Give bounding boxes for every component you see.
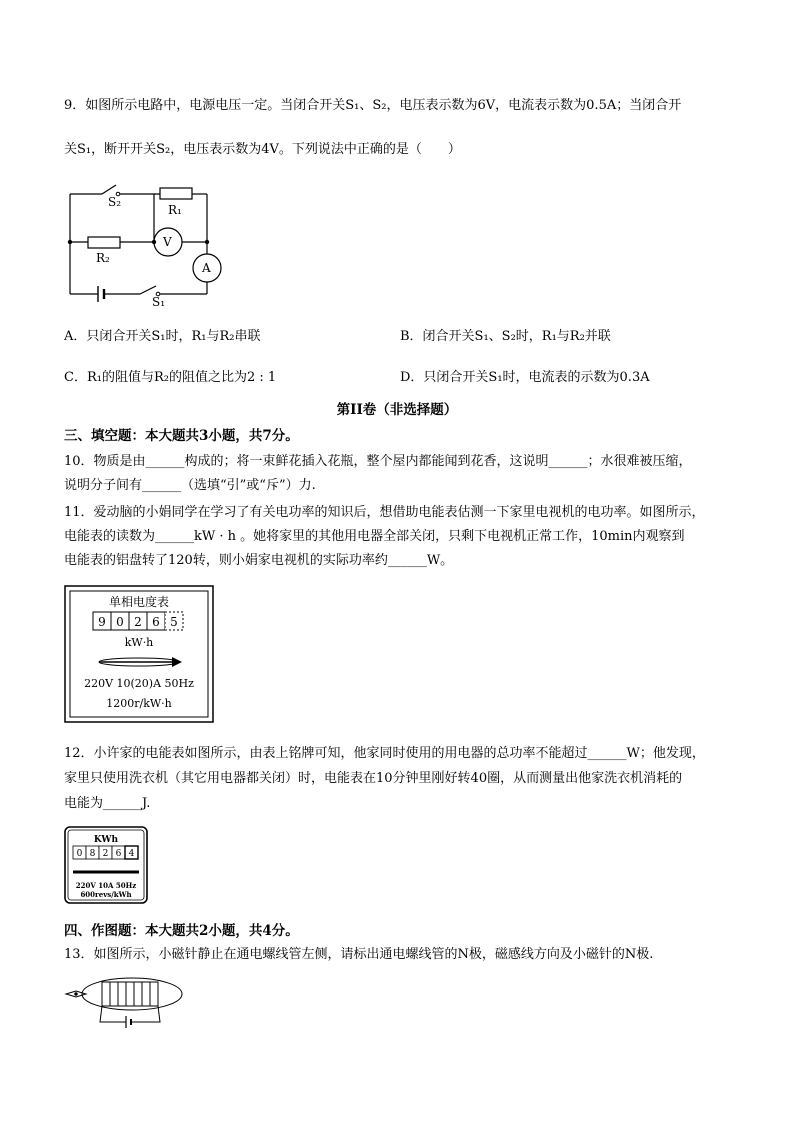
- section4-heading: 四、作图题：本大题共2小题，共4分。: [64, 923, 299, 939]
- q9-stem-line1: 9．如图所示电路中，电源电压一定。当闭合开关S₁、S₂，电压表示数为6V，电流表示数为0.5A；当闭合开: [64, 98, 682, 113]
- meter-digit-decimal: 5: [170, 615, 178, 629]
- ammeter-symbol: A: [202, 261, 211, 275]
- meter-digit: 6: [152, 615, 160, 629]
- q12-stem-line1: 12．小许家的电能表如图所示，由表上铭牌可知，他家同时使用的用电器的总功率不能超过______W；他发现，: [64, 746, 705, 761]
- meter2-digit-decimal: 4: [128, 849, 135, 859]
- q13-stem-line1: 13．如图所示，小磁针静止在通电螺线管左侧，请标出通电螺线管的N极，磁感线方向及小磁针的N极.: [64, 947, 654, 962]
- q9-option-b: B．闭合开关S₁、S₂时，R₁与R₂并联: [400, 329, 611, 344]
- q13-solenoid-diagram: [60, 970, 190, 1030]
- q10-stem-line1: 10．物质是由______构成的；将一束鲜花插入花瓶，整个屋内都能闻到花香，这说明______；水很难被压缩，: [64, 454, 692, 469]
- q9-option-a: A．只闭合开关S₁时，R₁与R₂串联: [64, 329, 261, 344]
- meter2-digit: 6: [115, 849, 122, 859]
- meter2-spec-rating: 220V 10A 50Hz: [75, 881, 137, 890]
- section3-heading: 三、填空题：本大题共3小题，共7分。: [64, 428, 299, 444]
- switch-s2-label: S₂: [108, 195, 122, 209]
- meter-spec-constant: 1200r/kW·h: [106, 697, 172, 710]
- meter-digit: 2: [134, 615, 142, 629]
- q12-stem-line3: 电能为______J.: [64, 796, 151, 811]
- part2-title: 第II卷（非选择题）: [336, 402, 458, 418]
- meter2-digit: 8: [89, 849, 96, 859]
- meter2-digit: 0: [76, 849, 83, 859]
- resistor-r1-label: R₁: [168, 203, 182, 217]
- meter-unit: kW·h: [124, 636, 154, 649]
- meter2-spec-constant: 600revs/kWh: [80, 890, 132, 899]
- q9-option-d: D．只闭合开关S₁时，电流表的示数为0.3A: [400, 370, 650, 385]
- q11-stem-line1: 11．爱动脑的小娟同学在学习了有关电功率的知识后，想借助电能表估测一下家里电视机的电功率。如图所示，: [64, 505, 705, 520]
- meter-spec-rating: 220V 10(20)A 50Hz: [84, 677, 194, 690]
- meter2-unit: KWh: [93, 835, 119, 845]
- meter-digit: 0: [116, 615, 124, 629]
- q9-stem-line2: 关S₁，断开开关S₂，电压表示数为4V。下列说法中正确的是（ ）: [64, 142, 461, 157]
- meter-title: 单相电度表: [108, 595, 170, 609]
- q9-circuit-diagram: [60, 180, 230, 310]
- q11-stem-line3: 电能表的铝盘转了120转，则小娟家电视机的实际功率约______W。: [64, 553, 454, 568]
- voltmeter-symbol: V: [163, 235, 172, 249]
- meter-digit: 9: [98, 615, 106, 629]
- q9-option-c: C．R₁的阻值与R₂的阻值之比为2 : 1: [64, 370, 277, 385]
- q12-electric-meter: [64, 826, 148, 904]
- q11-electric-meter: [64, 585, 214, 723]
- q11-stem-line2: 电能表的读数为______kW · h 。她将家里的其他用电器全部关闭，只剩下电视机正常工作，10min内观察到: [64, 529, 685, 544]
- resistor-r2-label: R₂: [96, 251, 110, 265]
- q12-stem-line2: 家里只使用洗衣机（其它用电器都关闭）时，电能表在10分钟里刚好转40圈，从而测量出他家洗衣机消耗的: [64, 771, 683, 786]
- meter2-digit: 2: [102, 849, 109, 859]
- switch-s1-label: S₁: [152, 295, 166, 309]
- q10-stem-line2: 说明分子间有______（选填“引”或“斥”）力.: [64, 478, 316, 493]
